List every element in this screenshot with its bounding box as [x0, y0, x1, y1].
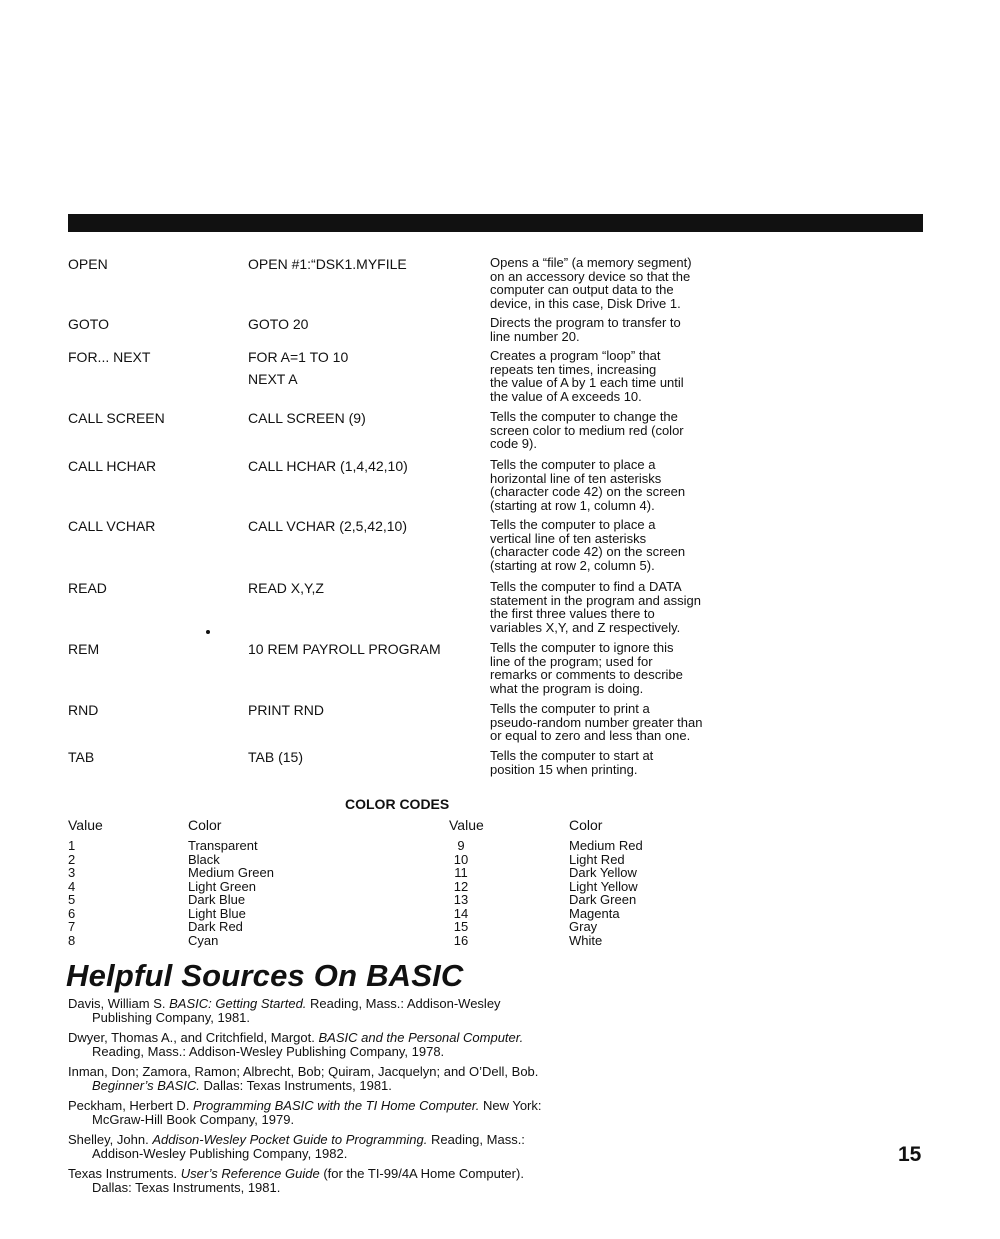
reference-line [68, 1079, 628, 1093]
command-name: FOR... NEXT [68, 349, 151, 365]
reference-text: Inman, Don; Zamora, Ramon; Albrecht, Bob; Quiram, Jacquelyn; and O’Dell, Bob. [68, 1064, 539, 1079]
description-line: the value of A by 1 each time until [490, 375, 684, 390]
description-line: or equal to zero and less than one. [490, 728, 691, 743]
color-value: 3 [68, 865, 76, 880]
description-line: line number 20. [490, 328, 580, 344]
reference-line [68, 1167, 628, 1181]
reference-title: BASIC: Getting Started. [169, 996, 307, 1011]
command-description [490, 518, 725, 572]
description-line: device, in this case, Disk Drive 1. [490, 295, 681, 311]
color-name: White [569, 932, 603, 948]
description-line: code 9). [490, 436, 537, 451]
description-line: repeats ten times, increasing [490, 361, 657, 377]
command-description [490, 349, 725, 403]
description-line: on an accessory device so that the [490, 268, 691, 284]
command-example [248, 316, 308, 332]
command-name: CALL VCHAR [68, 518, 156, 534]
right-colors-column [569, 839, 643, 947]
command-description [490, 641, 725, 695]
reference-entry [68, 1099, 628, 1126]
color-name: Dark Blue [188, 892, 246, 907]
reference-text: Reading, Mass.: [427, 1132, 525, 1147]
color-value: 8 [68, 932, 76, 948]
color-name: Light Green [188, 878, 256, 894]
command-description [490, 410, 725, 451]
example-line: OPEN #1:“DSK1.MYFILE [248, 256, 407, 272]
reference-title: Programming BASIC with the TI Home Computer. [193, 1098, 480, 1113]
reference-text: McGraw-Hill Book Company, 1979. [92, 1111, 295, 1127]
color-value: 13 [453, 892, 469, 907]
sources-title: Helpful Sources On BASIC [66, 958, 464, 993]
reference-text: Shelley, John. [68, 1132, 153, 1147]
color-value: 11 [454, 865, 468, 880]
description-line: statement in the program and assign [490, 592, 702, 608]
command-name: TAB [68, 749, 95, 765]
reference-list [68, 997, 628, 1201]
command-example [248, 256, 407, 272]
example-line: PRINT RND [248, 702, 324, 718]
color-name: Black [188, 851, 220, 867]
color-name: Dark Green [569, 892, 637, 907]
color-name: Light Red [569, 851, 625, 867]
description-line: (character code 42) on the screen [490, 484, 686, 499]
description-line: what the program is doing. [490, 680, 644, 696]
reference-title: User’s Reference Guide [180, 1166, 320, 1181]
description-line: position 15 when printing. [490, 761, 638, 777]
reference-text: Reading, Mass.: Addison-Wesley [306, 996, 501, 1011]
color-value: 1 [68, 838, 76, 853]
description-line: Creates a program “loop” that [490, 348, 661, 363]
example-line: CALL SCREEN (9) [248, 410, 366, 426]
description-line: screen color to medium red (color [490, 422, 684, 438]
reference-text: (for the TI-99/4A Home Computer). [319, 1166, 524, 1181]
command-name: REM [68, 641, 100, 657]
description-line: Directs the program to transfer to [490, 315, 681, 330]
color-name: Magenta [569, 905, 620, 921]
reference-text: New York: [479, 1098, 542, 1113]
reference-entry [68, 1031, 628, 1058]
command-name: RND [68, 702, 99, 718]
command-example [248, 641, 441, 657]
reference-line [68, 1133, 628, 1147]
reference-text: Texas Instruments. [68, 1166, 181, 1181]
color-name: Dark Red [188, 919, 243, 934]
description-line: the value of A exceeds 10. [490, 388, 642, 404]
right-values-column [452, 839, 470, 947]
reference-title: Beginner’s BASIC. [92, 1077, 200, 1093]
reference-line [68, 1147, 628, 1161]
reference-text: Addison-Wesley Publishing Company, 1982. [92, 1145, 348, 1161]
color-name: Cyan [188, 932, 219, 948]
example-line: GOTO 20 [248, 316, 309, 332]
description-line: remarks or comments to describe [490, 667, 683, 682]
reference-line [68, 1065, 628, 1079]
color-value: 5 [68, 892, 76, 907]
description-line: Tells the computer to place a [490, 457, 656, 472]
reference-entry [68, 997, 628, 1024]
reference-text: Reading, Mass.: Addison-Wesley Publishing Company, 1978. [92, 1043, 445, 1059]
description-line: Tells the computer to ignore this [490, 640, 674, 655]
reference-line [68, 997, 628, 1011]
command-example [248, 518, 407, 534]
color-name: Dark Yellow [569, 865, 637, 880]
description-line: (character code 42) on the screen [490, 544, 686, 559]
reference-text: Publishing Company, 1981. [92, 1009, 251, 1025]
command-description [490, 458, 725, 512]
color-name: Gray [569, 919, 598, 934]
example-line: CALL HCHAR (1,4,42,10) [248, 458, 408, 474]
color-name: Medium Red [569, 838, 643, 853]
color-value: 7 [68, 919, 76, 934]
example-line: FOR A=1 TO 10 [248, 349, 349, 365]
reference-title: BASIC and the Personal Computer. [318, 1030, 524, 1045]
color-codes-title: COLOR CODES [345, 796, 450, 812]
reference-text: Dallas: Texas Instruments, 1981. [199, 1077, 392, 1093]
reference-line [68, 1011, 628, 1025]
reference-line [68, 1031, 628, 1045]
example-line: TAB (15) [248, 749, 303, 765]
description-line: vertical line of ten asterisks [490, 530, 647, 546]
description-line: (starting at row 2, column 5). [490, 557, 655, 573]
color-header-right: Color [569, 817, 603, 833]
description-line: Tells the computer to change the [490, 409, 678, 424]
reference-text: Dwyer, Thomas A., and Critchfield, Margot. [68, 1030, 319, 1045]
description-line: Tells the computer to place a [490, 517, 656, 532]
color-value: 14 [453, 905, 469, 921]
command-description [490, 316, 725, 343]
reference-line [68, 1181, 628, 1195]
command-example [248, 749, 303, 765]
command-name: GOTO [68, 316, 109, 332]
color-value: 9 [457, 838, 465, 853]
command-name: CALL SCREEN [68, 410, 165, 426]
reference-line [68, 1045, 628, 1059]
color-value: 2 [68, 851, 76, 867]
description-line: horizontal line of ten asterisks [490, 470, 662, 486]
command-example [248, 702, 324, 718]
command-description [490, 749, 725, 776]
command-example [248, 458, 408, 474]
reference-entry [68, 1167, 628, 1194]
color-name: Medium Green [188, 865, 274, 880]
color-value: 6 [68, 905, 76, 921]
command-name: CALL HCHAR [68, 458, 157, 474]
reference-entry [68, 1065, 628, 1092]
command-description [490, 256, 725, 310]
description-line: Tells the computer to start at [490, 748, 654, 763]
stray-dot [206, 630, 210, 634]
command-description [490, 702, 725, 743]
description-line: Tells the computer to print a [490, 701, 650, 716]
example-line: READ X,Y,Z [248, 580, 324, 596]
description-line: Opens a “file” (a memory segment) [490, 255, 692, 270]
color-name: Transparent [188, 838, 258, 853]
header-rule [68, 214, 923, 232]
color-name: Light Yellow [569, 878, 638, 894]
page-number: 15 [898, 1143, 922, 1166]
reference-title: Addison-Wesley Pocket Guide to Programming. [152, 1132, 428, 1147]
description-line: Tells the computer to find a DATA [490, 579, 682, 594]
color-value: 12 [453, 878, 469, 894]
command-example [248, 349, 348, 387]
example-line: CALL VCHAR (2,5,42,10) [248, 518, 407, 534]
description-line: computer can output data to the [490, 282, 674, 297]
example-line: NEXT A [248, 371, 298, 387]
reference-text: Davis, William S. [68, 996, 170, 1011]
value-header-left: Value [68, 817, 103, 833]
example-line: 10 REM PAYROLL PROGRAM [248, 641, 441, 657]
reference-entry [68, 1133, 628, 1160]
command-name: READ [68, 580, 107, 596]
color-name: Light Blue [188, 905, 246, 921]
description-line: pseudo-random number greater than [490, 714, 703, 730]
description-line: the first three values there to [490, 606, 655, 621]
reference-line [68, 1099, 628, 1113]
command-example [248, 580, 324, 596]
reference-line [68, 1113, 628, 1127]
command-example [248, 410, 366, 426]
color-value: 4 [68, 878, 76, 894]
color-value: 16 [453, 932, 469, 948]
color-value: 10 [453, 851, 469, 867]
description-line: (starting at row 1, column 4). [490, 497, 655, 513]
command-name: OPEN [68, 256, 108, 272]
value-header-right: Value [449, 817, 484, 833]
color-value: 15 [453, 919, 469, 934]
reference-text: Dallas: Texas Instruments, 1981. [92, 1179, 281, 1195]
description-line: variables X,Y, and Z respectively. [490, 619, 681, 635]
reference-text: Peckham, Herbert D. [68, 1098, 193, 1113]
color-header-left: Color [188, 817, 222, 833]
command-description [490, 580, 725, 634]
description-line: line of the program; used for [490, 653, 653, 669]
left-colors-column [188, 839, 274, 947]
left-values-column [68, 839, 75, 947]
